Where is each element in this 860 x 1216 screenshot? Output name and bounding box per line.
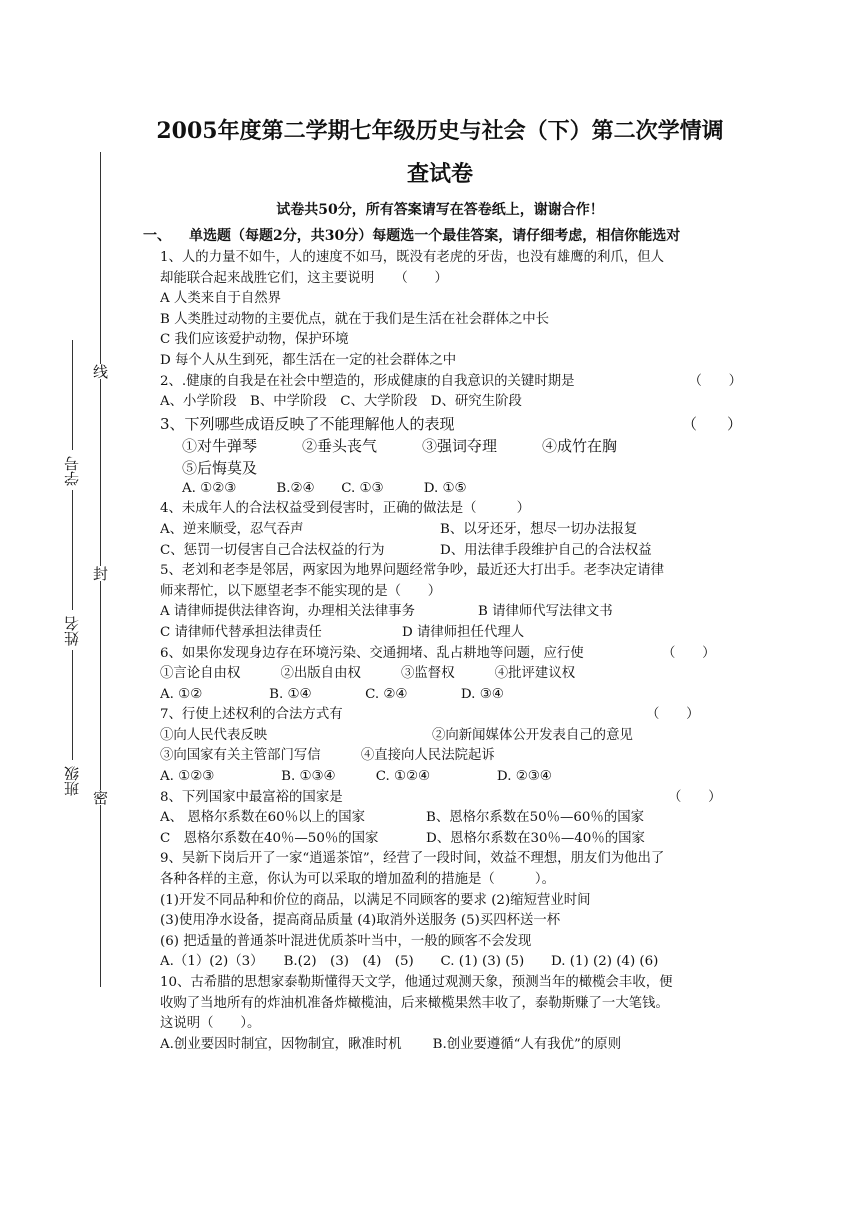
option-text: (1)开发不同品种和价位的商品，以满足不同顾客的要求 (2)缩短营业时间 [160,892,591,908]
option-row [160,520,742,541]
student-id-blank [72,340,73,450]
option-text: A、小学阶段 B、中学阶段 C、大学阶段 D、研究生阶段 [160,394,522,410]
option-text: C 我们应该爱护动物，保护环境 [160,332,349,348]
binding-char-xian: 线 [91,364,109,379]
answer-bracket: （ ） [646,707,700,723]
option-row [160,808,742,829]
answer-bracket: （ ） [662,645,716,661]
question-text: 2、.健康的自我是在社会中塑造的，形成健康的自我意识的关键时期是 [160,373,575,389]
question-text: 5、老刘和老李是邻居，两家因为地界问题经常争吵，最近还大打出手。老李决定请律 [160,563,664,579]
option-text: A、 恩格尔系数在60％以上的国家 [160,810,366,826]
option-text: A、逆来顺受，忍气吞声 [160,521,304,537]
option-text: B 请律师代写法律文书 [478,604,613,620]
option-text: A. ①②③ B.②④ C. ①③ D. ①⑤ [182,480,467,496]
option-text: ②向新闻媒体公开发表自己的意见 [432,727,633,743]
option-text: ①对牛弹琴 ②垂头丧气 ③强词夺理 ④成竹在胸 [182,436,618,455]
section-number: 一、 [143,228,171,244]
option-text: B、以牙还牙，想尽一切办法报复 [440,521,638,537]
name-blank [72,490,73,610]
exam-instructions: 试卷共50分，所有答案请写在答卷纸上，谢谢合作！ [276,202,604,218]
question-text: 收购了当地所有的炸油机准备炸橄榄油，后来橄榄果然丰收了，泰勒斯赚了一大笔钱。 [160,995,669,1011]
option-text: C 恩格尔系数在40％—50％的国家 [160,830,379,846]
answer-bracket: （ ） [688,373,742,389]
question-row [160,644,742,665]
option-text: B 人类胜过动物的主要优点，就在于我们是生活在社会群体之中长 [160,311,550,327]
binding-char-mi: 密 [91,790,109,805]
option-text: A.（1）(2)（3） B.(2) (3) (4) (5) C. (1) (3) (5) D. (1) (2) (4) (6) [160,954,659,970]
question-text: 师来帮忙，以下愿望老李不能实现的是（ ） [160,583,442,599]
question-text: 1、人的力量不如牛，人的速度不如马，既没有老虎的牙齿，也没有雄鹰的利爪，但人 [160,250,664,265]
question-text: 10、古希腊的思想家泰勒斯懂得天文学，他通过观测天象，预测当年的橄榄会丰收，便 [160,975,673,990]
question-text: 8、下列国家中最富裕的国家是 [160,789,343,805]
question-text: 6、如果你发现身边存在环境污染、交通拥堵、乱占耕地等问题，应行使 [160,645,584,661]
student-id-label: 学号 [63,456,81,486]
question-text: 3、下列哪些成语反映了不能理解他人的表现 [160,414,455,433]
question-text: 却能联合起来战胜它们，这主要说明 （ ） [160,270,448,286]
option-text: A.创业要因时制宜，因物制宜，瞅准时机 B.创业要遵循“人有我优”的原则 [160,1036,622,1052]
option-text: ⑤后悔莫及 [182,458,258,477]
class-label: 班级 [63,766,81,796]
option-text: D 每个人从生到死，都生活在一定的社会群体之中 [160,352,457,368]
question-text: 9、吴新下岗后开了一家“逍遥茶馆”，经营了一段时间，效益不理想，朋友们为他出了 [160,851,665,867]
question-text: 4、未成年人的合法权益受到侵害时，正确的做法是（ ） [160,501,531,517]
option-text: B、恩格尔系数在50％—60％的国家 [426,810,644,826]
option-row [160,726,742,747]
answer-bracket: （ ） [681,414,742,433]
option-text: A 请律师提供法律咨询，办理相关法律事务 [160,604,415,620]
option-text: ①向人民代表反映 [160,727,268,743]
option-text: ③向国家有关主管部门写信 ④直接向人民法院起诉 [160,748,495,764]
question-row [160,372,742,393]
binding-char-feng: 封 [91,566,109,581]
option-text: D、恩格尔系数在30％—40％的国家 [426,830,645,846]
question-row [160,705,742,726]
question-row [160,788,742,809]
option-row [160,623,742,644]
option-row [160,541,742,562]
section-text: 单选题（每题2分，共30分）每题选一个最佳答案，请仔细考虑，相信你能选对 [189,228,681,244]
option-text: ①言论自由权 ②出版自由权 ③监督权 ④批评建议权 [160,666,576,682]
option-text: A. ①② B. ①④ C. ②④ D. ③④ [160,686,504,702]
option-text: C 请律师代替承担法律责任 [160,624,322,640]
option-text: A 人类来自于自然界 [160,291,282,307]
question-text: 各种各样的主意，你认为可以采取的增加盈利的措施是（ ）。 [160,872,556,888]
option-text: D 请律师担任代理人 [402,624,525,640]
option-row [160,829,742,850]
option-row [160,602,742,623]
option-text: C、惩罚一切侵害自己合法权益的行为 [160,542,385,558]
option-text: D、用法律手段维护自己的合法权益 [440,542,652,558]
exam-title-line2: 查试卷 [406,161,473,187]
class-blank [72,650,73,760]
option-text: A. ①②③ B. ①③④ C. ①②④ D. ②③④ [160,769,552,785]
question-text: 这说明（ ）。 [160,1016,261,1032]
question-list [160,248,742,1055]
section-heading [143,225,743,245]
exam-title-line1: 2005年度第二学期七年级历史与社会（下）第二次学情调 [156,118,724,144]
option-text: (3)使用净水设备，提高商品质量 (4)取消外送服务 (5)买四杯送一杯 [160,913,561,929]
name-label: 姓名 [63,616,81,646]
option-text: (6) 把适量的普通茶叶混进优质茶叶当中，一般的顾客不会发现 [160,933,532,949]
question-row [160,413,742,435]
question-text: 7、行使上述权利的合法方式有 [160,707,343,723]
answer-bracket: （ ） [668,789,722,805]
